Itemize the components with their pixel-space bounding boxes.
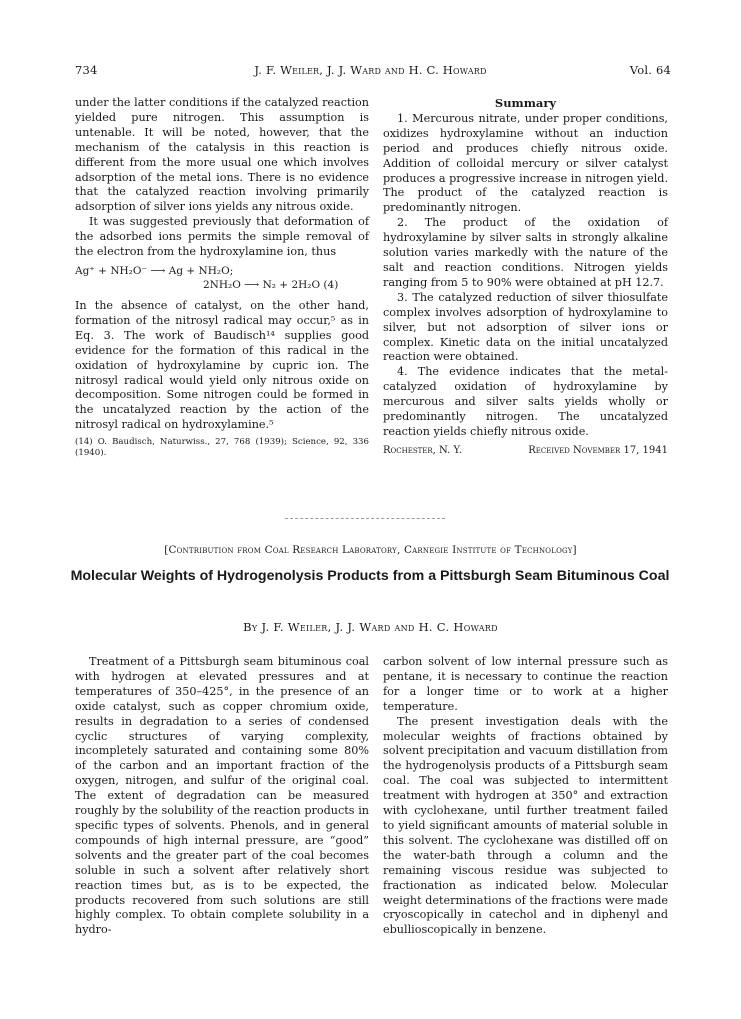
equation-4 [75,264,369,292]
summary-item: 2. The product of the oxidation of hydroxylamine by silver salts in strongly alkaline solution varies markedly with the nature of the salt and reaction conditions. Nitrogen yields ranging from 5 to 90% were obtained at pH 12.7. [383,216,668,289]
summary-item: 4. The evidence indicates that the metal-catalyzed oxidation of hydroxylamine by mercurous and silver salts yields wholly or predominantly nitrogen. The uncatalyzed reaction yields chiefly nitrous oxide. [383,365,668,438]
footnote-14: (14) O. Baudisch, Naturwiss., 27, 768 (1939); Science, 92, 336 (1940). [75,437,369,459]
summary-item: 3. The catalyzed reduction of silver thiosulfate complex involves adsorption of hydroxylamine to silver, but not adsorption of silver ions or complex. Kinetic data on the initial uncatalyzed reaction were obtained. [383,290,668,364]
running-head-authors: J. F. Weiler, J. J. Ward and H. C. Howard [254,63,487,77]
paragraph: In the absence of catalyst, on the other hand, formation of the nitrosyl radical may occur,⁵ as in Eq. 3. The work of Baudisch¹⁴ supplies good evidence for the formation of this radical in the oxidation of hydroxylamine by cupric ion. The nitrosyl radical would yield only nitrous oxide on decomposition. Some nitrogen could be formed in the uncatalyzed reaction by the action of the nitrosyl radical on hydroxylamine.⁵ [75,298,369,432]
paragraph: under the latter conditions if the catalyzed reaction yielded pure nitrogen. This assumption is untenable. It will be noted, however, that the mechanism of the catalysis in this reaction is different from the more usual one which involves adsorption of the metal ions. There is no evidence that the catalyzed reaction involving primarily adsorption of silver ions yields any nitrous oxide. [75,96,369,214]
paragraph: The present investigation deals with the molecular weights of fractions obtained by solvent precipitation and vacuum distillation from the hydrogenolysis products of a Pittsburgh seam coal. The coal was subjected to intermittent treatment with hydrogen at 350° and extraction with cyclohexane, until further treatment failed to yield significant amounts of material soluble in this solvent. The cyclohexane was distilled off on the water-bath through a column and the remaining viscous residue was subjected to fractionation as indicated below. Molecular weight determinations of the fractions were made cryoscopically in catechol and in diphenyl and ebullioscopically in benzene. [383,714,668,937]
volume-number: Vol. 64 [629,63,671,77]
received-date: Received November 17, 1941 [528,444,668,456]
summary-section [383,96,668,459]
paragraph: Treatment of a Pittsburgh seam bituminous coal with hydrogen at elevated pressures and at temperatures of 350–425°, in the presence of an oxide catalyst, such as copper chromium oxide, results in degradation to a series of condensed cyclic structures of varying complexity, incompletely saturated and containing some 80% of the carbon and an important fraction of the oxygen, nitrogen, and sulfur of the original coal. The extent of degradation can be measured roughly by the solubility of the reaction products in specific types of solvents. Phenols, and in general compounds of high internal pressure, are “good” solvents and the greater part of the coal becomes soluble in such a solvent after relatively short reaction times but, as is to be expected, the products recovered from such solutions are still highly complex. To obtain complete solubility in a hydro- [75,655,369,937]
section-divider [285,518,445,519]
previous-article-left-column [75,96,369,459]
page-number: 734 [75,63,98,77]
equation-line: 2NH₂O ⟶ N₂ + 2H₂O (4) [203,278,339,291]
article-left-column [75,655,369,938]
contribution-line: [Contribution from Coal Research Laboratory, Carnegie Institute of Technology] [164,544,577,556]
paragraph: It was suggested previously that deformation of the adsorbed ions permits the simple removal of the electron from the hydroxylamine ion, thus [75,215,369,259]
equation-line: Ag⁺ + NH₂O⁻ ⟶ Ag + NH₂O; [75,264,234,277]
summary-item: 1. Mercurous nitrate, under proper conditions, oxidizes hydroxylamine without an induction period and produces chiefly nitrous oxide. Addition of colloidal mercury or silver catalyst produces a progressive increase in nitrogen yield. The product of the catalyzed reaction is predominantly nitrogen. [383,111,668,215]
signature-line [383,444,668,459]
location: Rochester, N. Y. [383,444,462,456]
article-right-column [383,655,668,938]
article-title: Molecular Weights of Hydrogenolysis Products from a Pittsburgh Seam Bituminous Coal [70,568,670,584]
article-byline: By J. F. Weiler, J. J. Ward and H. C. Howard [243,620,498,634]
paragraph: carbon solvent of low internal pressure such as pentane, it is necessary to continue the reaction for a longer time or to work at a higher temperature. [383,655,668,713]
summary-heading: Summary [494,96,557,110]
